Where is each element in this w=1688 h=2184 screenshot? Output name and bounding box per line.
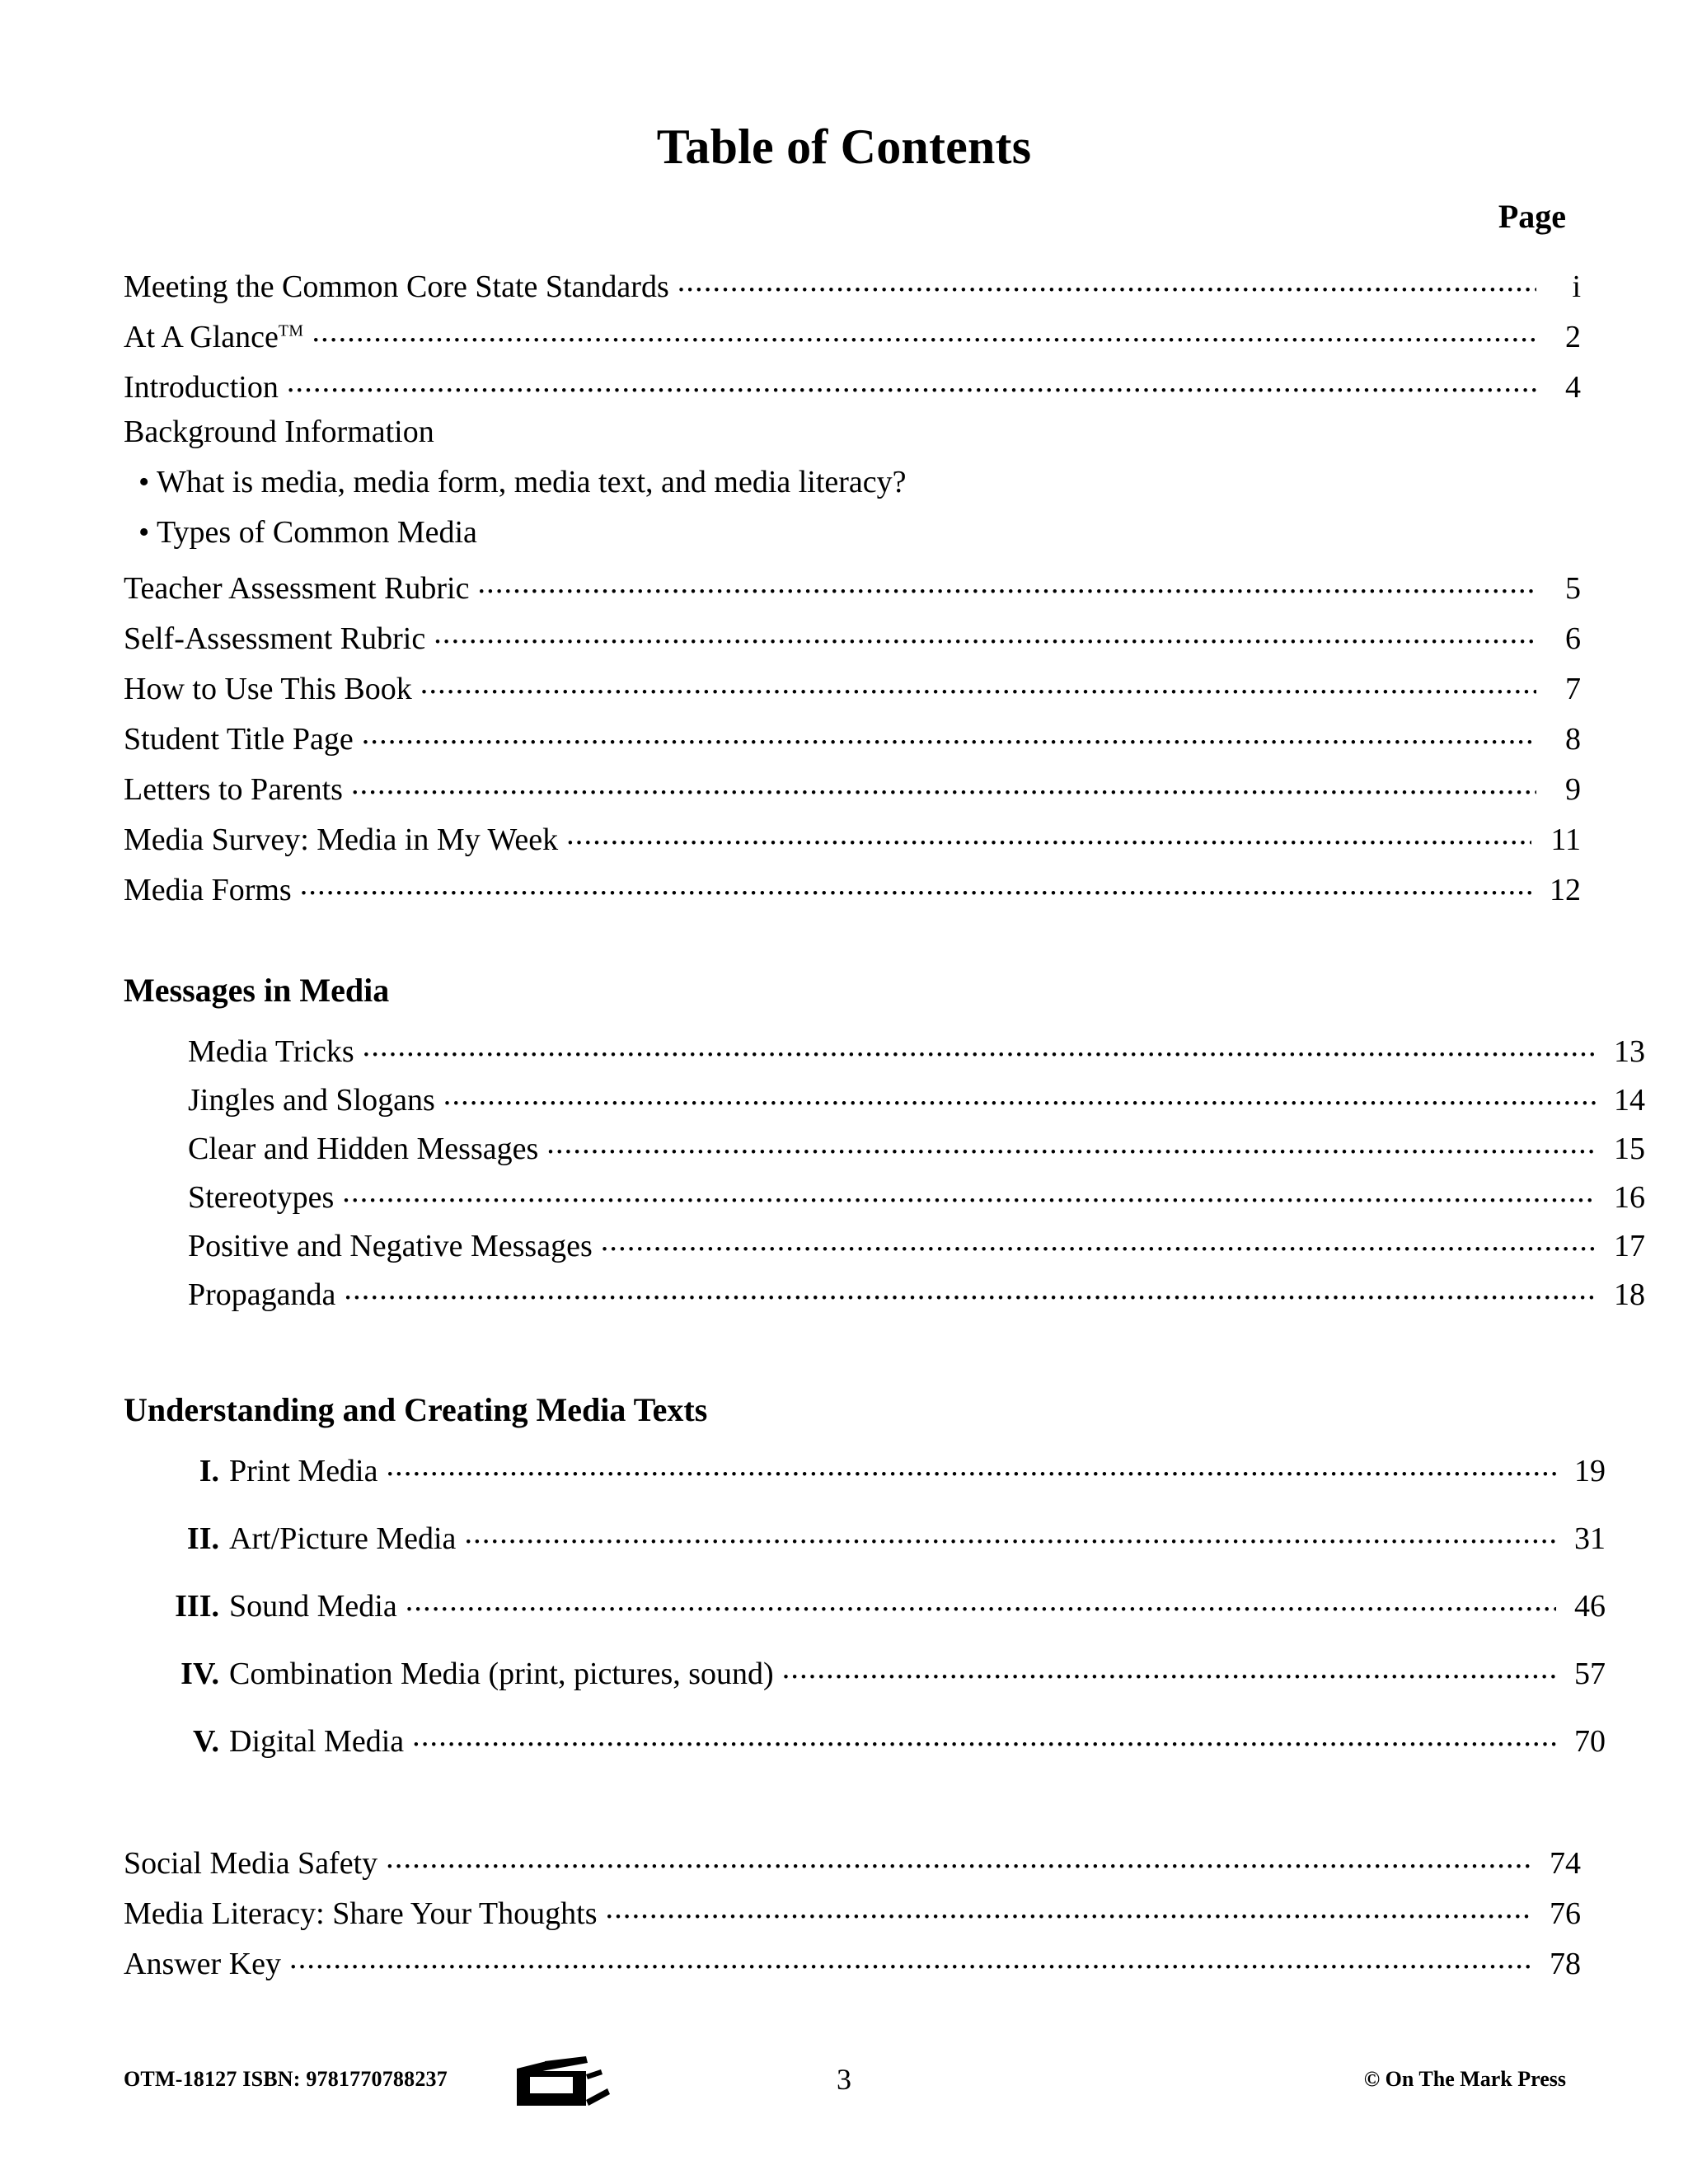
toc-bullet-item <box>124 466 1596 517</box>
toc-entry-label: Art/Picture Media <box>229 1521 457 1556</box>
toc-entry-numeral: I. <box>199 1454 219 1488</box>
toc-section-heading-messages-in-media: Messages in Media <box>124 972 390 1009</box>
toc-entry-page: 78 <box>1550 1947 1581 1981</box>
toc-entry-label: Self-Assessment Rubric <box>124 621 426 656</box>
dot-leader <box>386 1450 1556 1481</box>
toc-entry[interactable] <box>124 567 1581 617</box>
dot-leader <box>546 1127 1596 1159</box>
dot-leader <box>362 718 1536 749</box>
dot-leader <box>386 1842 1531 1873</box>
toc-entry-label: Student Title Page <box>124 722 354 757</box>
toc-entry-page: 18 <box>1614 1277 1645 1312</box>
toc-entry-page: 8 <box>1565 722 1581 757</box>
footer-copyright: © On The Mark Press <box>1363 2067 1566 2091</box>
toc-entry-label: Media Survey: Media in My Week <box>124 823 559 857</box>
toc-entry-page: 4 <box>1565 370 1581 405</box>
toc-entry[interactable] <box>124 1842 1581 1892</box>
toc-entry[interactable] <box>124 1273 1645 1322</box>
dot-leader <box>420 668 1536 699</box>
toc-entry-label: Sound Media <box>229 1589 397 1624</box>
toc-entry[interactable] <box>124 1517 1606 1585</box>
toc-entry[interactable] <box>124 1943 1581 1993</box>
toc-entry-label: Teacher Assessment Rubric <box>124 571 470 606</box>
toc-entry-page: 57 <box>1574 1657 1606 1691</box>
toc-entry[interactable] <box>124 718 1581 768</box>
toc-entry-label: Letters to Parents <box>124 772 343 807</box>
toc-entry-page: i <box>1572 269 1581 304</box>
spacer <box>124 919 1581 957</box>
toc-entry[interactable] <box>124 366 1581 416</box>
toc-entry-label: Media Literacy: Share Your Thoughts <box>124 1896 598 1931</box>
toc-entry-page: 15 <box>1614 1132 1645 1166</box>
toc-entry-label: Types of Common Media <box>157 517 477 550</box>
dot-leader <box>342 1176 1596 1207</box>
spacer <box>124 1322 1581 1376</box>
toc-entry[interactable] <box>124 1585 1606 1652</box>
dot-leader <box>363 1030 1596 1062</box>
toc-entry-label: Clear and Hidden Messages <box>188 1132 539 1166</box>
bullet-icon: • <box>138 517 150 550</box>
toc-entry-page: 70 <box>1574 1724 1606 1759</box>
dot-leader <box>412 1720 1556 1751</box>
toc-entry-page: 2 <box>1565 320 1581 354</box>
toc-entry-page: 14 <box>1614 1083 1645 1118</box>
spacer <box>124 1427 1581 1450</box>
spacer <box>124 1007 1581 1030</box>
dot-leader <box>300 869 1531 900</box>
toc-bullet-item <box>124 517 1596 567</box>
dot-leader <box>606 1892 1532 1924</box>
spacer <box>124 1788 1581 1842</box>
toc-entry[interactable] <box>124 668 1581 718</box>
toc-entry-label: Media Forms <box>124 873 292 907</box>
dot-leader <box>344 1273 1596 1305</box>
toc-entry-label: Social Media Safety <box>124 1846 378 1881</box>
toc-entry-label: Answer Key <box>124 1947 282 1981</box>
toc-entry[interactable] <box>124 1892 1581 1943</box>
toc-entry[interactable] <box>124 1176 1645 1225</box>
toc-entry-label: Combination Media (print, pictures, sound) <box>229 1657 774 1691</box>
dot-leader <box>477 567 1536 598</box>
dot-leader <box>287 366 1536 397</box>
toc-entry[interactable] <box>124 617 1581 668</box>
toc-entry[interactable] <box>124 869 1581 919</box>
toc-entry-label: Positive and Negative Messages <box>188 1229 593 1263</box>
toc-entry-page: 46 <box>1574 1589 1606 1624</box>
dot-leader <box>289 1943 1531 1974</box>
dot-leader <box>312 316 1536 347</box>
toc-entry-label: Propaganda <box>188 1277 336 1312</box>
bullet-icon: • <box>138 466 150 499</box>
dot-leader <box>782 1652 1556 1684</box>
toc-entry[interactable] <box>124 316 1581 366</box>
toc-entry[interactable] <box>124 1127 1645 1176</box>
dot-leader <box>566 818 1531 850</box>
toc-entry[interactable] <box>124 1030 1645 1079</box>
toc-section-heading-understanding-creating-media-texts: Understanding and Creating Media Texts <box>124 1391 708 1428</box>
toc-entry-label <box>124 321 310 353</box>
toc-entry-label: Meeting the Common Core State Standards <box>124 269 669 304</box>
dot-leader <box>601 1225 1596 1256</box>
toc-entry-page: 13 <box>1614 1034 1645 1069</box>
toc-entry-numeral: II. <box>186 1521 219 1556</box>
toc-entry-page: 12 <box>1550 873 1581 907</box>
toc-entry-page: 5 <box>1565 571 1581 606</box>
toc-entry-label-text: At A Glance <box>124 320 279 354</box>
dot-leader <box>434 617 1536 649</box>
toc-entry-numeral: III. <box>175 1589 219 1624</box>
toc-entry[interactable] <box>124 265 1581 316</box>
toc-entry-label: Introduction <box>124 370 279 405</box>
toc-entry[interactable] <box>124 818 1581 869</box>
toc-entry-label: How to Use This Book <box>124 672 412 706</box>
toc-entry-label: Digital Media <box>229 1724 405 1759</box>
dot-leader <box>406 1585 1556 1616</box>
toc-entry-page: 19 <box>1574 1454 1606 1488</box>
dot-leader <box>351 768 1536 799</box>
toc-entry-numeral: IV. <box>181 1657 219 1691</box>
toc-entry[interactable] <box>124 1450 1606 1517</box>
table-of-contents <box>124 265 1645 1993</box>
toc-entry-label: Print Media <box>229 1454 378 1488</box>
trademark-superscript: TM <box>278 321 304 340</box>
page-footer <box>0 2059 1688 2108</box>
dot-leader <box>678 265 1536 297</box>
toc-entry-page: 6 <box>1565 621 1581 656</box>
toc-entry-page: 11 <box>1550 823 1581 857</box>
footer-product-isbn: OTM-18127 ISBN: 9781770788237 <box>124 2067 448 2091</box>
dot-leader <box>443 1079 1596 1110</box>
toc-entry-page: 9 <box>1565 772 1581 807</box>
toc-entry[interactable] <box>124 1720 1606 1788</box>
toc-entry[interactable] <box>124 1225 1645 1273</box>
toc-entry-label: Background Information <box>124 416 434 449</box>
page-column-header: Page <box>1498 198 1566 235</box>
toc-entry-label: Media Tricks <box>188 1034 354 1069</box>
toc-entry[interactable] <box>124 1079 1645 1127</box>
page-title: Table of Contents <box>656 120 1032 174</box>
toc-entry-page: 16 <box>1614 1180 1645 1215</box>
toc-entry-page: 76 <box>1550 1896 1581 1931</box>
toc-entry[interactable] <box>124 1652 1606 1720</box>
toc-entry[interactable] <box>124 768 1581 818</box>
toc-entry-page: 7 <box>1565 672 1581 706</box>
toc-entry-label: What is media, media form, media text, and media literacy? <box>157 466 907 499</box>
dot-leader <box>464 1517 1556 1549</box>
toc-entry-background-information <box>124 416 1581 466</box>
footer-page-number: 3 <box>837 2063 851 2096</box>
toc-entry-page: 17 <box>1614 1229 1645 1263</box>
toc-entry-label: Stereotypes <box>188 1180 335 1215</box>
toc-entry-page: 74 <box>1550 1846 1581 1881</box>
toc-entry-page: 31 <box>1574 1521 1606 1556</box>
toc-entry-label: Jingles and Slogans <box>188 1083 435 1118</box>
toc-entry-numeral: V. <box>192 1724 219 1759</box>
